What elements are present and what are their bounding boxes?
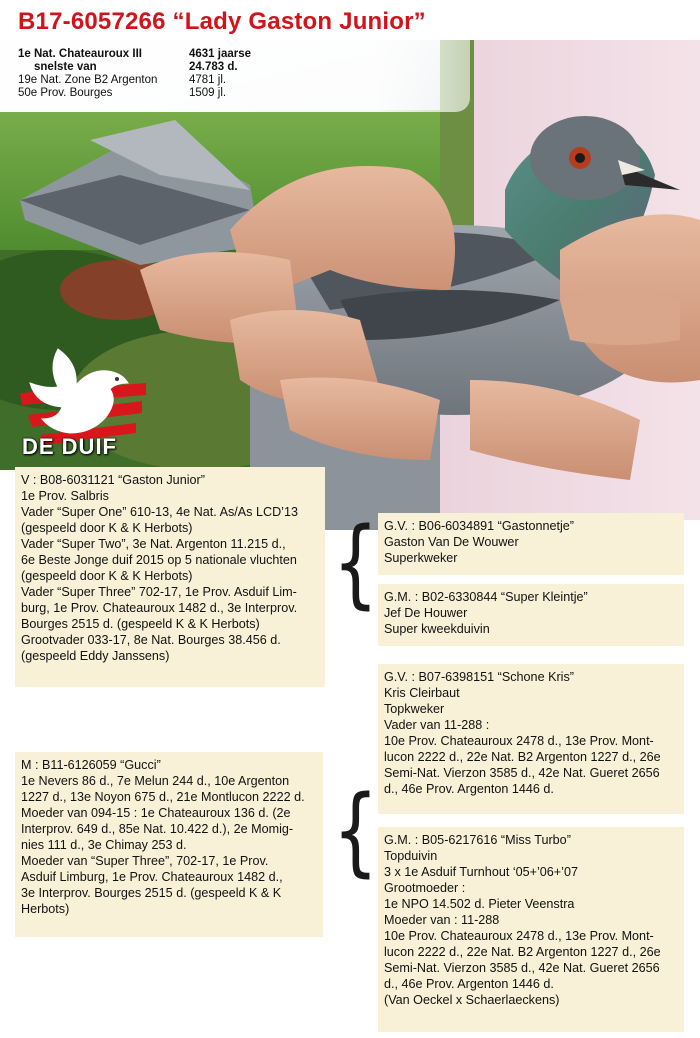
pedigree-line: Jef De Houwer — [384, 606, 468, 620]
pedigree-line: Vader “Super Two”, 3e Nat. Argenton 11.215 d., — [21, 537, 286, 551]
pedigree-line: Grootmoeder : — [384, 881, 466, 895]
pedigree-line: Superkweker — [384, 551, 458, 565]
pedigree-line: 10e Prov. Chateauroux 2478 d., 13e Prov. Mont- — [384, 929, 654, 943]
pedigree-line: Interprov. 649 d., 85e Nat. 10.422 d.), 2e Momig- — [21, 822, 294, 836]
pedigree-line: 10e Prov. Chateauroux 2478 d., 13e Prov. Mont- — [384, 734, 654, 748]
result-row — [18, 61, 268, 74]
pedigree-line: G.M. : B05-6217616 “Miss Turbo” — [384, 833, 571, 847]
maternal-grandfather-box — [378, 664, 684, 814]
pedigree-line: lucon 2222 d., 22e Nat. B2 Argenton 1227 d., 26e — [384, 945, 661, 959]
pedigree-line: (gespeeld door K & K Herbots) — [21, 521, 193, 535]
pedigree-line: 6e Beste Jonge duif 2015 op 5 nationale vluchten — [21, 553, 297, 567]
pedigree-line: 3 x 1e Asduif Turnhout ‘05+’06+’07 — [384, 865, 578, 879]
pedigree-line: 1e NPO 14.502 d. Pieter Veenstra — [384, 897, 575, 911]
result-label: 1e Nat. Chateauroux III — [18, 48, 142, 60]
brace-icon: { — [332, 507, 379, 619]
pedigree-line: G.M. : B02-6330844 “Super Kleintje” — [384, 590, 588, 604]
pedigree-line: lucon 2222 d., 22e Nat. B2 Argenton 1227 d., 26e — [384, 750, 661, 764]
pedigree-line: nies 111 d., 3e Chimay 253 d. — [21, 838, 187, 852]
pedigree-line: Kris Cleirbaut — [384, 686, 460, 700]
pedigree-line: Vader “Super Three” 702-17, 1e Prov. Asduif Lim- — [21, 585, 297, 599]
pedigree-line: Gaston Van De Wouwer — [384, 535, 519, 549]
result-value: 4781 jl. — [189, 74, 227, 86]
logo-text: DE DUIF — [22, 434, 117, 459]
pedigree-line: Vader van 11-288 : — [384, 718, 490, 732]
result-value: 1509 jl. — [189, 87, 227, 99]
pedigree-line: 1e Nevers 86 d., 7e Melun 244 d., 10e Argenton — [21, 774, 290, 788]
pedigree-line: G.V. : B07-6398151 “Schone Kris” — [384, 670, 574, 684]
result-label: 50e Prov. Bourges — [18, 87, 113, 99]
pedigree-line: Asduif Limburg, 1e Prov. Chateauroux 1482 d., — [21, 870, 283, 884]
result-value: 4631 jaarse — [189, 48, 252, 60]
pedigree-line: Bourges 2515 d. (gespeeld K & K Herbots) — [21, 617, 260, 631]
pigeon-title: B17-6057266 “Lady Gaston Junior” — [18, 8, 426, 35]
pedigree-line: Topkweker — [384, 702, 445, 716]
result-label: 19e Nat. Zone B2 Argenton — [18, 74, 158, 86]
pedigree-line: Moeder van 094-15 : 1e Chateauroux 136 d. (2e — [21, 806, 291, 820]
result-row — [18, 87, 268, 100]
pedigree-line: Grootvader 033-17, 8e Nat. Bourges 38.456 d. — [21, 633, 281, 647]
pedigree-line: (gespeeld Eddy Janssens) — [21, 649, 170, 663]
pedigree-line: 1e Prov. Salbris — [21, 489, 109, 503]
pedigree-line: Super kweekduivin — [384, 622, 490, 636]
maternal-grandmother-box — [378, 827, 684, 1032]
pedigree-line: Moeder van “Super Three”, 702-17, 1e Prov. — [21, 854, 269, 868]
paternal-grandfather-box — [378, 513, 684, 575]
pedigree-line: 3e Interprov. Bourges 2515 d. (gespeeld K & K — [21, 886, 282, 900]
pedigree-line: Herbots) — [21, 902, 70, 916]
paternal-grandmother-box — [378, 584, 684, 646]
pedigree-line: burg, 1e Prov. Chateauroux 1482 d., 3e Interprov. — [21, 601, 298, 615]
pedigree-line: G.V. : B06-6034891 “Gastonnetje” — [384, 519, 574, 533]
pedigree-line: (gespeeld door K & K Herbots) — [21, 569, 193, 583]
result-row — [18, 48, 268, 61]
pedigree-line: 1227 d., 13e Noyon 675 d., 21e Montlucon 2222 d. — [21, 790, 305, 804]
result-label: snelste van — [34, 61, 97, 73]
result-row — [18, 74, 268, 87]
pedigree-line: Topduivin — [384, 849, 438, 863]
pedigree-line: V : B08-6031121 “Gaston Junior” — [21, 473, 205, 487]
pedigree-line: d., 46e Prov. Argenton 1446 d. — [384, 977, 554, 991]
results-list — [18, 48, 268, 100]
pedigree-line: Semi-Nat. Vierzon 3585 d., 42e Nat. Gueret 2656 — [384, 766, 660, 780]
pedigree-line: (Van Oeckel x Schaerlaeckens) — [384, 993, 560, 1007]
mother-box — [15, 752, 323, 937]
pedigree-line: d., 46e Prov. Argenton 1446 d. — [384, 782, 554, 796]
brace-icon: { — [332, 775, 379, 887]
pedigree-line: Moeder van : 11-288 — [384, 913, 500, 927]
father-box — [15, 467, 325, 687]
pedigree-line: Semi-Nat. Vierzon 3585 d., 42e Nat. Gueret 2656 — [384, 961, 660, 975]
pedigree-line: M : B11-6126059 “Gucci” — [21, 758, 161, 772]
pedigree-line: Vader “Super One” 610-13, 4e Nat. As/As LCD’13 — [21, 505, 298, 519]
result-value: 24.783 d. — [189, 61, 238, 73]
